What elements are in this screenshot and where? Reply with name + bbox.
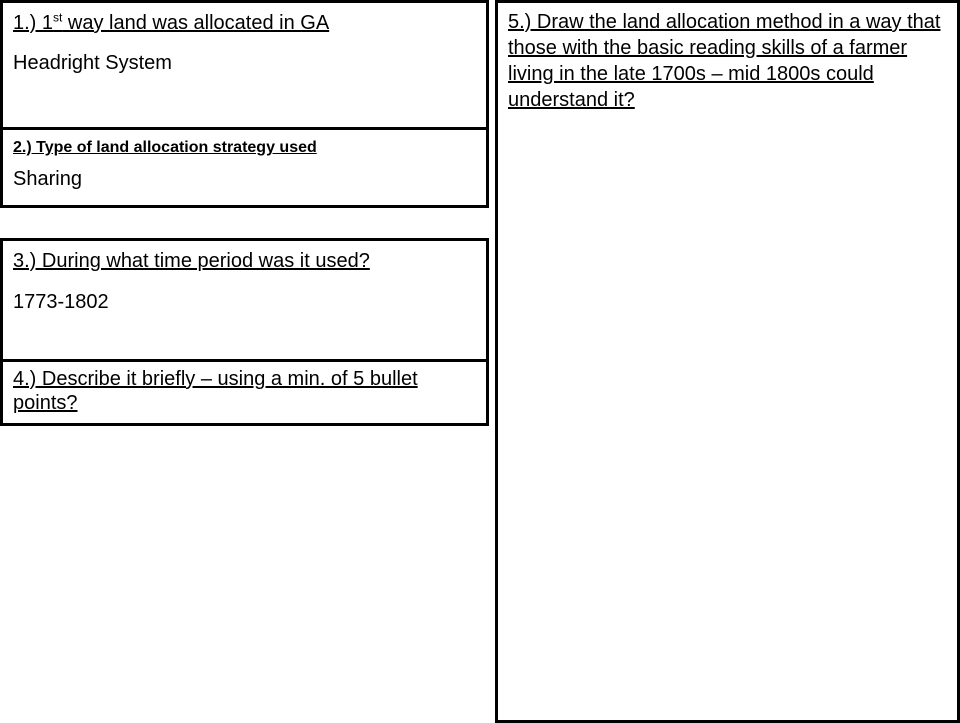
question-2-box <box>0 127 489 208</box>
question-1-answer: Headright System <box>13 52 172 74</box>
question-3-label: 3.) During what time period was it used? <box>13 250 370 272</box>
question-1-label: 1.) 1st way land was allocated in GA <box>13 10 330 34</box>
question-5-label: 5.) Draw the land allocation method in a way that those with the basic reading skills of a farmer living in the late 1700s – mid 1800s could understand it? <box>508 11 941 111</box>
question-2-label: 2.) Type of land allocation strategy used <box>13 139 317 156</box>
question-2-answer: Sharing <box>13 168 82 190</box>
question-3-box <box>0 238 489 362</box>
question-4-label: 4.) Describe it briefly – using a min. of 5 bullet points? <box>13 368 418 414</box>
question-1-box <box>0 0 489 130</box>
question-4-box <box>0 359 489 426</box>
question-3-answer: 1773-1802 <box>13 291 109 313</box>
question-5-box <box>495 0 960 723</box>
